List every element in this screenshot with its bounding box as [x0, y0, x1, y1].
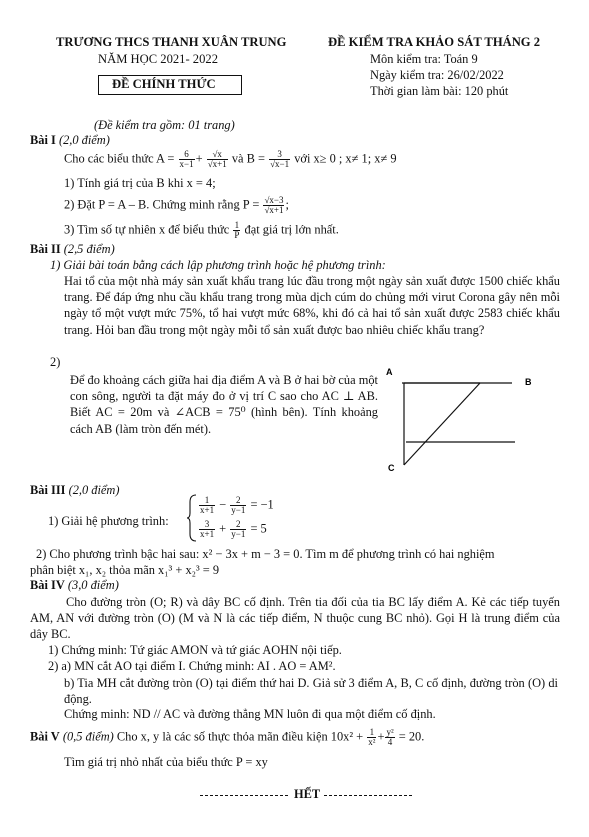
- bai5-points: (0,5 điểm): [62, 729, 114, 744]
- school-year: NĂM HỌC 2021- 2022: [98, 52, 218, 66]
- point-b-label: B: [525, 377, 532, 387]
- bai3-title: Bài III: [30, 483, 66, 497]
- bai1-intro-cond: với x≥ 0 ; x≠ 1; x≠ 9: [294, 151, 397, 166]
- bai5-text: Cho x, y là các số thực thỏa mãn điều kiện 10x² +: [116, 729, 364, 744]
- fraction: $\frac{3}{x+1}$: [200, 519, 215, 539]
- bai1-intro-and: và B =: [231, 151, 265, 166]
- bai1-q1: 1) Tính giá trị của B khi x = 4;: [64, 176, 216, 190]
- official-label: ĐỀ CHÍNH THỨC: [112, 77, 216, 91]
- fraction: $\frac{\text{y²}}{4}$: [386, 727, 394, 747]
- fraction: $\frac{6}{x-1}$: [179, 149, 194, 169]
- bai2-q2-text: Để đo khoảng cách giữa hai địa điểm A và B ở hai bờ của một con sông, người ta đặt máy đo ở vị trí C sao cho AC ⊥ AB. Biết AC = 20m và ∠ACB = 75⁰ (hình bên). Tính khoảng cách AB (làm tròn đến mét).: [70, 373, 378, 436]
- bai3-q2-line1: 2) Cho phương trình bậc hai sau: x² − 3x + m − 3 = 0. Tìm m để phương trình có hai nghiệm: [36, 547, 495, 561]
- bai2-q1-title: 1) Giải bài toán bằng cách lập phương trình hoặc hệ phương trình:: [50, 258, 386, 272]
- fraction: $\frac{√x}{√x+1}$: [207, 149, 227, 169]
- exam-duration: Thời gian làm bài: 120 phút: [370, 84, 509, 98]
- segment-cb: [404, 383, 480, 465]
- fraction: $\frac{1}{x+1}$: [200, 495, 215, 515]
- bai1-points: (2,0 điểm): [58, 133, 110, 147]
- bai2-q2-num: 2): [50, 355, 61, 369]
- fraction: $\frac{1}{P}$: [234, 220, 240, 240]
- exam-date: Ngày kiểm tra: 26/02/2022: [370, 68, 504, 82]
- point-c-label: C: [388, 463, 395, 473]
- bai1-intro: Cho các biểu thức A = $\frac{6}{x-1}$ + $\frac{√x}{√x+1}$ và B = $\frac{3}{√x-1}$ với x≥ 0 ; x≠ 1; x≠ 9: [64, 149, 397, 169]
- fraction: $\frac{1}{\text{x²}}$: [368, 727, 376, 747]
- exam-title: ĐỀ KIỂM TRA KHẢO SÁT THÁNG 2: [328, 35, 541, 49]
- bai2-heading: [30, 242, 115, 257]
- bai1-q2-end: ;: [285, 197, 289, 212]
- fraction: $\frac{3}{√x-1}$: [270, 149, 290, 169]
- end-label: HẾT: [294, 787, 321, 801]
- fraction: $\frac{2}{y-1}$: [231, 519, 246, 539]
- system-eq1-rhs: = −1: [250, 497, 274, 512]
- bai1-title: Bài I: [30, 133, 56, 147]
- fraction: $\frac{√x-3}{√x+1}$: [264, 195, 284, 215]
- bai3-heading: [30, 483, 120, 498]
- bai5-plus: +: [377, 729, 385, 744]
- bai4-q1: 1) Chứng minh: Tứ giác AMON và tứ giác AOHN nội tiếp.: [48, 643, 342, 657]
- bai1-q3: [64, 221, 339, 240]
- bai2-q1-text: Hai tổ của một nhà máy sản xuất khẩu trang lúc đầu trong một ngày sản xuất được 1500 chiếc khẩu trang. Để đáp ứng nhu cầu khẩu trang trong mùa dịch cúm do chủng mới virut Corona gây nên mỗi ngày tổ một vượt mức 75%, tổ hai vượt mức 68%, khi đó cả hai tổ sản xuất được 2583 chiếc khẩu trang. Hỏi ban đầu trong một ngày mỗi tổ sản xuất được bao nhiêu chiếc khẩu trang?: [64, 274, 560, 337]
- pages-note: (Đề kiểm tra gồm: 01 trang): [94, 118, 235, 132]
- river-figure: [382, 365, 562, 475]
- bai4-title: Bài IV: [30, 578, 65, 592]
- bai1-q3-end: đạt giá trị lớn nhất.: [244, 222, 339, 237]
- point-a-label: A: [386, 367, 393, 377]
- bai1-q3-text: 3) Tìm số tự nhiên x để biểu thức: [64, 222, 230, 237]
- bai5-text-end: = 20.: [398, 729, 425, 744]
- bai4-points: (3,0 điểm): [67, 578, 119, 592]
- system-brace: [186, 494, 198, 542]
- system-eq1: $\frac{1}{x+1}$ − $\frac{2}{y-1}$ = −1: [200, 495, 274, 515]
- bai1-q2: [64, 196, 289, 215]
- bai4-q2b: b) Tia MH cắt đường tròn (O) tại điểm thứ hai D. Giả sử 3 điểm A, B, C cố định, đường tròn (O) di động.: [64, 676, 558, 707]
- bai3-q1: 1) Giải hệ phương trình:: [48, 514, 169, 528]
- system-eq2: $\frac{3}{x+1}$ + $\frac{2}{y-1}$ = 5: [200, 519, 267, 539]
- bai3-q2-line2: phân biệt x₁, x₂ thỏa mãn x₁³ + x₂³ = 9: [30, 563, 220, 577]
- bai5-line: [30, 728, 424, 747]
- exam-subject: Môn kiểm tra: Toán 9: [370, 52, 478, 66]
- end-dash-right: [324, 795, 412, 796]
- school-name: TRƯƠNG THCS THANH XUÂN TRUNG: [56, 35, 287, 49]
- bai4-q2c: Chứng minh: ND // AC và đường thẳng MN luôn đi qua một điểm cố định.: [64, 707, 436, 721]
- bai3-points: (2,0 điểm): [68, 483, 120, 497]
- system-eq2-rhs: = 5: [250, 521, 267, 536]
- bai1-heading: [30, 133, 110, 148]
- bai2-points: (2,5 điểm): [63, 242, 115, 256]
- bai4-intro: Cho đường tròn (O; R) và dây BC cố định. Trên tia đối của tia BC lấy điểm A. Kẻ các tiếp tuyến AM, AN với đường tròn (O) (M và N là các tiếp điểm, N thuộc cung BC nhỏ). Gọi H là trung điểm của dây BC.: [30, 595, 560, 642]
- end-dash-left: [200, 795, 288, 796]
- bai1-intro-a: Cho các biểu thức A =: [64, 151, 175, 166]
- bai1-q2-text: 2) Đặt P = A – B. Chứng minh rằng P =: [64, 197, 260, 212]
- fraction: $\frac{2}{y-1}$: [231, 495, 246, 515]
- bai4-heading: [30, 578, 119, 593]
- bai4-q2a: 2) a) MN cắt AO tại điểm I. Chứng minh: AI . AO = AM².: [48, 659, 336, 673]
- bai2-title: Bài II: [30, 242, 61, 256]
- bai5-title: Bài V: [30, 729, 60, 744]
- bai5-question: Tìm giá trị nhỏ nhất của biểu thức P = xy: [64, 755, 268, 769]
